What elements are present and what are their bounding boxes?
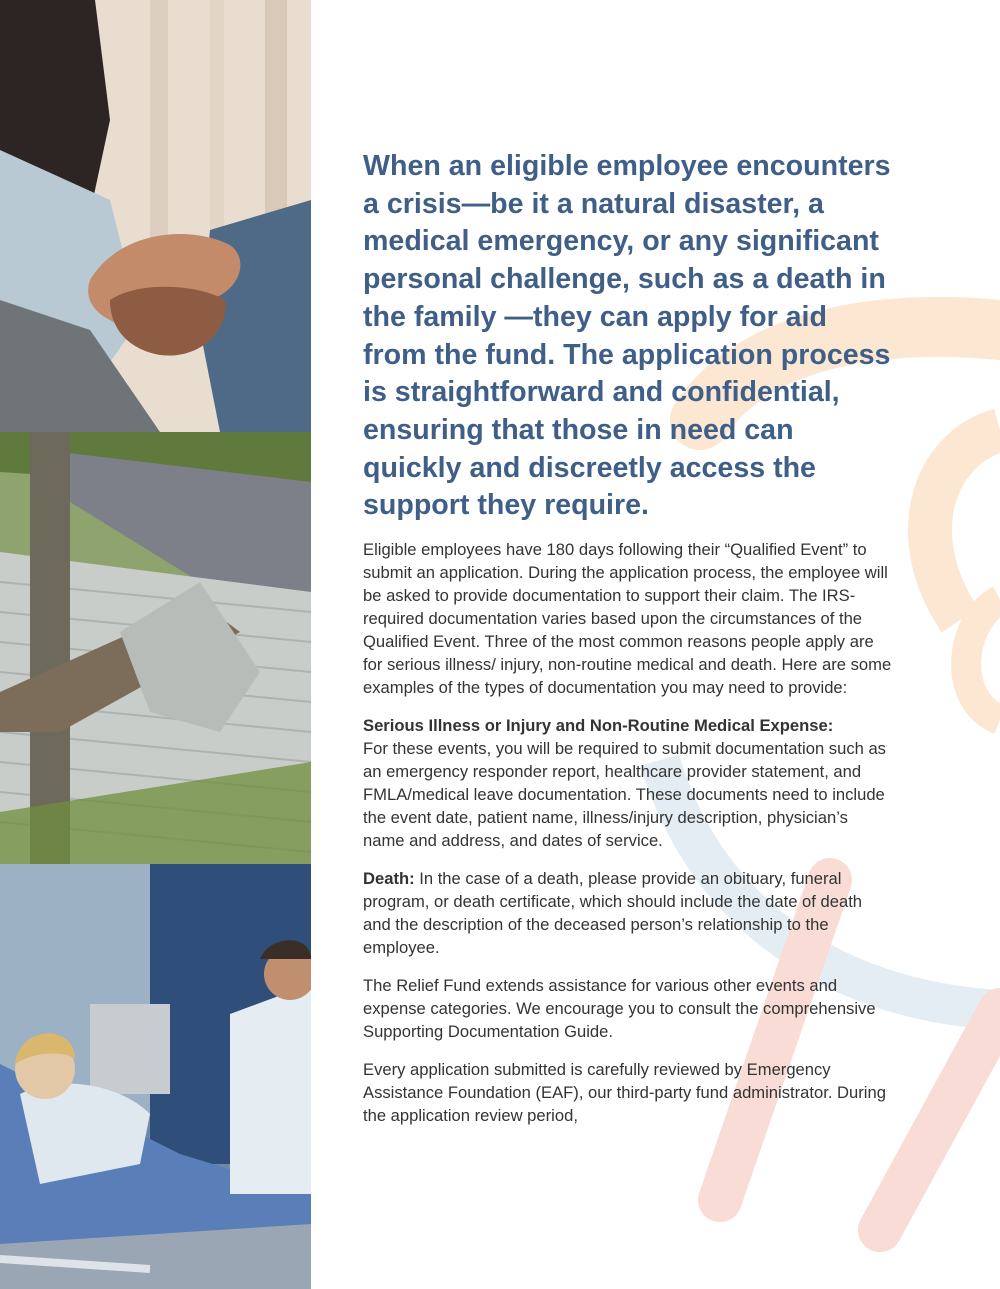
death-label: Death: (363, 869, 415, 889)
death-text: In the case of a death, please provide an obituary, funeral program, or death certificate, which should include the date of death and the description of the deceased person’s relationship to the employee. (363, 869, 863, 958)
hospital-patient-with-doctor-photo (0, 864, 311, 1289)
review-paragraph: Every application submitted is carefully reviewed by Emergency Assistance Foundation (EAF), our third-party fund administrator. During the application review period, (363, 1060, 886, 1126)
illness-text: For these events, you will be required to submit documentation such as an emergency responder report, healthcare provider statement, and FMLA/medical leave documentation. These documents need to include the event date, patient name, illness/injury description, physician’s name and address, and dates of service. (363, 739, 886, 851)
main-content (363, 148, 893, 1142)
other-events-paragraph: The Relief Fund extends assistance for various other events and expense categories. We encourage you to consult the comprehensive Supporting Documentation Guide. (363, 976, 876, 1042)
eligibility-paragraph: Eligible employees have 180 days following their “Qualified Event” to submit an application. During the application process, the employee will be asked to provide documentation to support their claim. The IRS-required documentation varies based upon the circumstances of the Qualified Event. Three of the most common reasons people apply are for serious illness/ injury, non-routine medical and death. Here are some examples of the types of documentation you may need to provide: (363, 540, 892, 698)
death-paragraph (363, 867, 893, 959)
intro-heading: When an eligible employee encounters a crisis—be it a natural disaster, a medical emergency, or any significant personal challenge, such as a death in the family —they can apply for aid from the fund. The application process is straightforward and confidential, ensuring that those in need can quickly and discreetly access the support they require. (363, 150, 891, 522)
illness-paragraph (363, 714, 893, 852)
illness-label: Serious Illness or Injury and Non-Routine Medical Expense: (363, 716, 834, 736)
tree-fallen-on-house-photo (0, 432, 311, 864)
photo-column (0, 0, 311, 1289)
hands-holding-photo (0, 0, 311, 432)
